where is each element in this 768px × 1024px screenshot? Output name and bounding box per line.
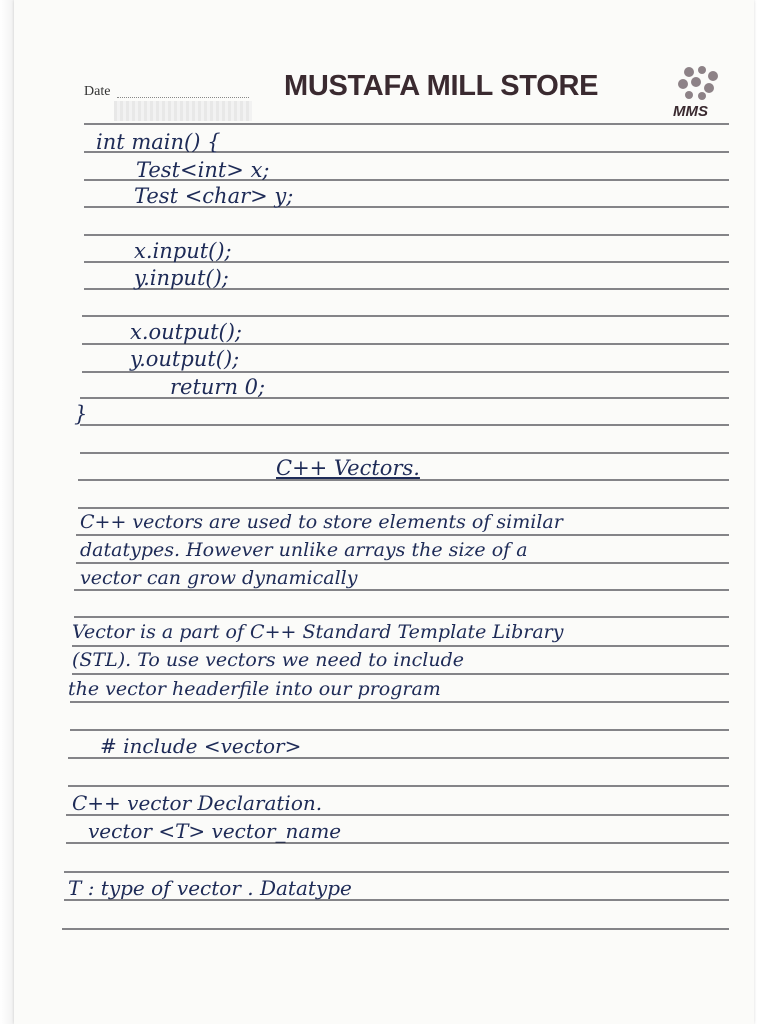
section-title: C++ Vectors.	[276, 456, 420, 480]
code-line-1: int main() {	[96, 130, 221, 154]
code-line-6: x.output();	[130, 320, 242, 344]
paragraph2-line-3: the vector headerfile into our program	[68, 678, 441, 700]
code-line-3: Test <char> y;	[134, 184, 294, 208]
mms-logo	[669, 62, 727, 122]
declaration-syntax: vector <T> vector_name	[88, 819, 342, 843]
paragraph2-line-2: (STL). To use vectors we need to include	[72, 649, 464, 671]
paragraph1-line-2: datatypes. However unlike arrays the size of a	[80, 539, 528, 561]
page-left-edge	[0, 0, 14, 1024]
brand-title: MUSTAFA MILL STORE	[284, 70, 599, 102]
declaration-heading: C++ vector Declaration.	[72, 791, 323, 815]
code-line-2: Test<int> x;	[136, 158, 270, 182]
date-shading	[114, 101, 252, 121]
code-line-9: }	[74, 402, 88, 426]
code-line-8: return 0;	[170, 375, 266, 399]
paragraph1-line-1: C++ vectors are used to store elements of similar	[80, 511, 563, 533]
paragraph2-line-1: Vector is a part of C++ Standard Template Library	[72, 621, 564, 643]
notebook-page	[14, 0, 754, 1024]
include-line: # include <vector>	[100, 734, 302, 758]
paragraph1-line-3: vector can grow dynamically	[80, 567, 358, 589]
type-note: T : type of vector . Datatype	[68, 876, 352, 900]
page-right-edge	[754, 0, 768, 1024]
date-field-line	[117, 97, 249, 98]
logo-text: MMS	[673, 103, 708, 120]
code-line-4: x.input();	[134, 239, 232, 263]
code-line-7: y.output();	[130, 347, 240, 371]
date-label: Date	[84, 84, 111, 99]
code-line-5: y.input();	[134, 266, 229, 290]
